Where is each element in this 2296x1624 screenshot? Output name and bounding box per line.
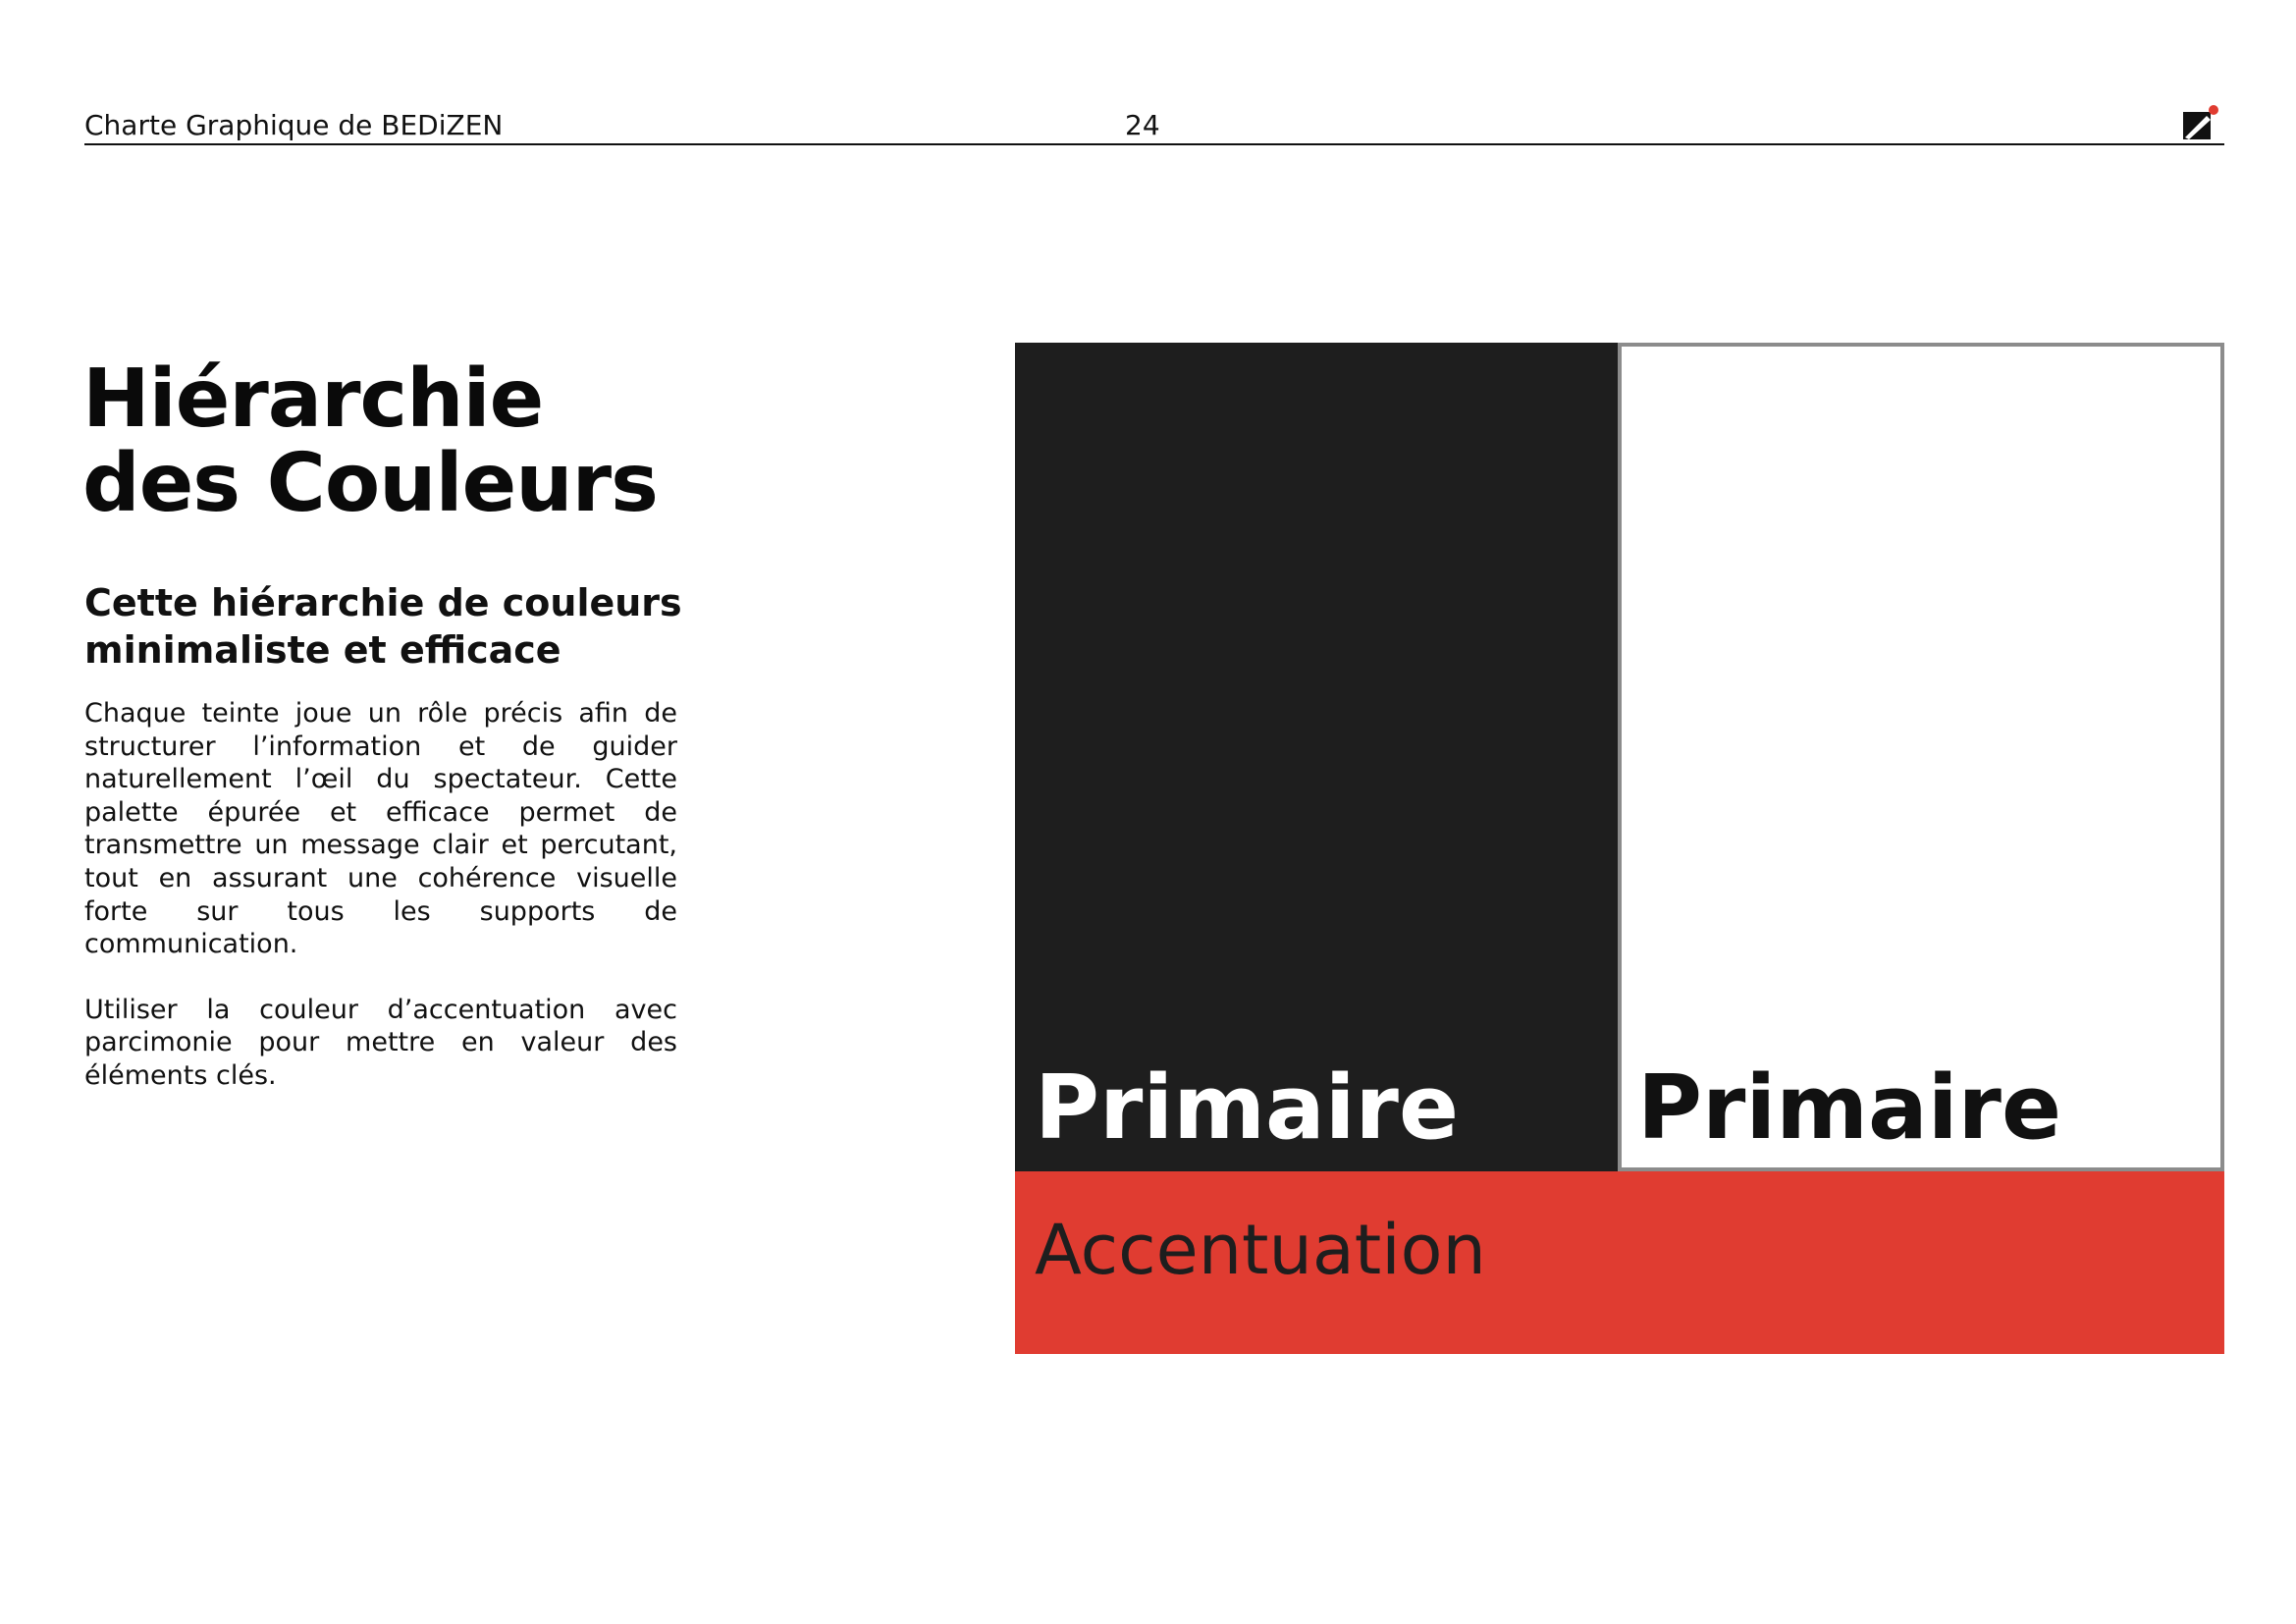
page-title-line: des Couleurs <box>82 437 658 530</box>
color-hierarchy-panel <box>1015 343 2224 1354</box>
body-paragraph: Utiliser la couleur d’accentuation avec parcimonie pour mettre en valeur des éléments clés. <box>84 994 677 1091</box>
swatch-accent <box>1015 1171 2224 1354</box>
subtitle-line: minimaliste et efficace <box>84 628 561 672</box>
swatch-label: Primaire <box>1637 1056 2061 1160</box>
section-subtitle <box>84 579 682 674</box>
subtitle-line: Cette hiérarchie de couleurs <box>84 581 682 624</box>
body-paragraph: Chaque teinte joue un rôle précis afin de structurer l’information et de guider naturellement l’œil du spectateur. Cette palette épurée et efficace permet de transmettre un message clair et percutant, tout en assurant une cohérence visuelle forte sur tous les supports de communication. <box>84 698 677 960</box>
page-title <box>82 352 658 530</box>
bedizen-logo-icon <box>2181 104 2220 143</box>
swatch-primary-dark <box>1015 343 1618 1171</box>
header-divider <box>84 143 2224 145</box>
document-title: Charte Graphique de BEDiZEN <box>84 109 504 141</box>
swatch-primary-light <box>1618 343 2224 1171</box>
page-number: 24 <box>1125 109 1160 141</box>
page-title-line: Hiérarchie <box>82 352 544 446</box>
swatch-label: Accentuation <box>1035 1210 1486 1290</box>
body-text <box>84 697 677 1093</box>
swatch-label: Primaire <box>1035 1056 1459 1160</box>
